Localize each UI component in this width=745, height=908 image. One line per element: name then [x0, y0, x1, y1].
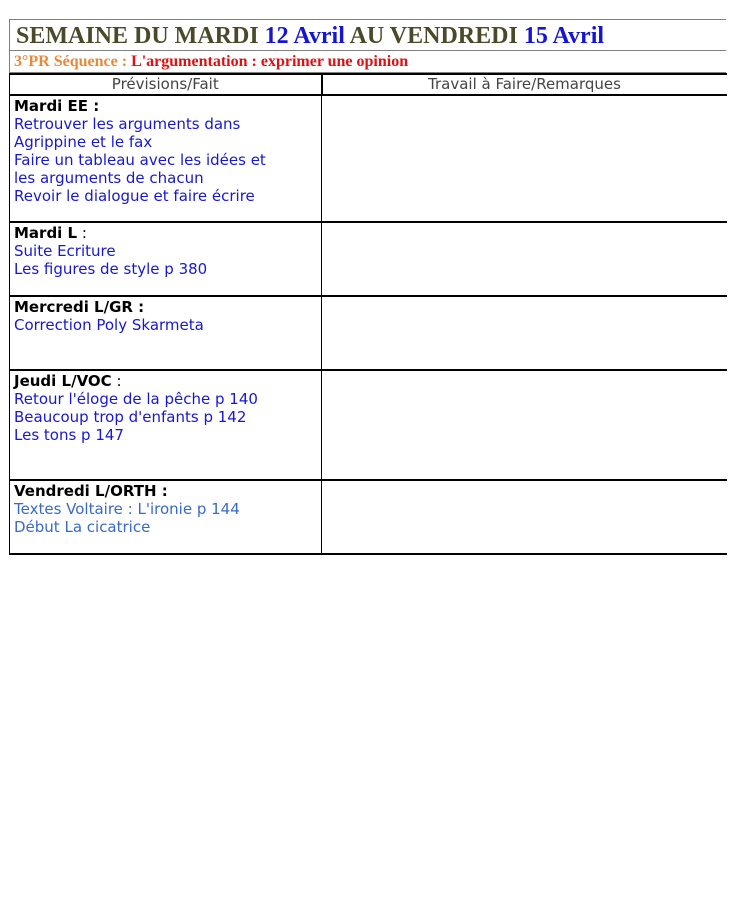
table-row [10, 370, 727, 480]
table-header-row [10, 74, 727, 95]
list-item: Retrouver les arguments dans [14, 115, 241, 133]
day-cell-mardi-ee [10, 95, 322, 222]
day-cell-jeudi [10, 370, 322, 480]
table-row [10, 95, 727, 222]
list-item: Agrippine et le fax [14, 133, 153, 151]
column-header-previsions: Prévisions/Fait [10, 74, 322, 95]
list-item: Beaucoup trop d'enfants p 142 [14, 408, 247, 426]
sequence-heading [9, 51, 726, 73]
day-cell-mardi-l [10, 222, 322, 296]
page-title [9, 19, 726, 51]
table-row [10, 296, 727, 370]
week-table [9, 73, 727, 555]
remarks-cell [322, 222, 727, 296]
remarks-cell [322, 480, 727, 554]
list-item: Retour l'éloge de la pêche p 140 [14, 390, 258, 408]
day-heading: Mardi L : [14, 224, 87, 242]
sequence-label: 3°PR Séquence : [14, 53, 132, 70]
title-middle: AU VENDREDI [344, 23, 524, 49]
list-item: Revoir le dialogue et faire écrire [14, 187, 255, 205]
remarks-cell [322, 296, 727, 370]
table-row [10, 480, 727, 554]
list-item: les arguments de chacun [14, 169, 204, 187]
remarks-cell [322, 370, 727, 480]
list-item: Textes Voltaire : L'ironie p 144 [14, 500, 240, 518]
list-item: Correction Poly Skarmeta [14, 316, 204, 334]
title-prefix: SEMAINE DU MARDI [16, 23, 265, 49]
day-cell-mercredi [10, 296, 322, 370]
table-row [10, 222, 727, 296]
planning-sheet [9, 19, 726, 555]
day-heading: Mercredi L/GR : [14, 298, 145, 316]
title-start-date: 12 Avril [264, 23, 345, 49]
day-heading: Vendredi L/ORTH : [14, 482, 168, 500]
day-heading: Mardi EE : [14, 97, 100, 115]
list-item: Suite Ecriture [14, 242, 116, 260]
day-heading: Jeudi L/VOC : [14, 372, 122, 390]
remarks-cell [322, 95, 727, 222]
sequence-title: L'argumentation : exprimer une opinion [131, 53, 409, 70]
list-item: Les figures de style p 380 [14, 260, 208, 278]
list-item: Les tons p 147 [14, 426, 124, 444]
title-end-date: 15 Avril [523, 23, 605, 49]
day-cell-vendredi [10, 480, 322, 554]
list-item: Faire un tableau avec les idées et [14, 151, 266, 169]
column-header-travail: Travail à Faire/Remarques [322, 74, 727, 95]
list-item: Début La cicatrice [14, 518, 151, 536]
